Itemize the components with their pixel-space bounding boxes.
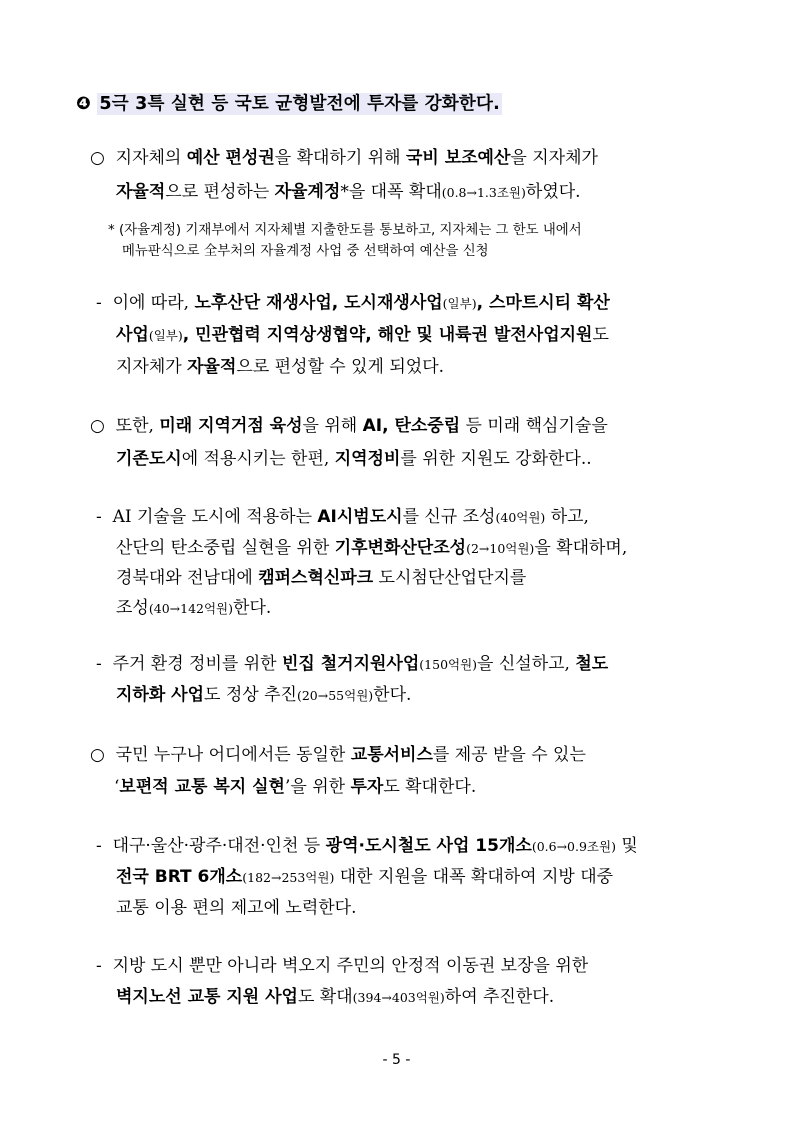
paragraph-line: 교통 이용 편의 제고에 노력한다.	[116, 898, 357, 918]
paragraph-line: 경북대와 전남대에 캠퍼스혁신파크 도시첨단산업단지를	[116, 568, 527, 588]
paragraph-line: 자율적으로 편성하는 자율계정*을 대폭 확대(0.8→1.3조원)하였다.	[116, 182, 581, 202]
circle-bullet: ○	[90, 148, 105, 168]
paragraph-line: ‘보편적 교통 복지 실현’을 위한 투자도 확대한다.	[114, 777, 477, 797]
footnote-line: 메뉴판식으로 全부처의 자율계정 사업 중 선택하여 예산을 신청	[122, 244, 489, 259]
paragraph-line: 산단의 탄소중립 실현을 위한 기후변화산단조성(2→10억원)을 확대하며,	[116, 538, 628, 558]
heading-text: 5극 3특 실현 등 국토 균형발전에 투자를 강화한다.	[99, 94, 500, 114]
circle-bullet: ○	[90, 745, 105, 765]
paragraph-line: 조성(40→142억원)한다.	[116, 598, 272, 618]
paragraph-line: - 지방 도시 뿐만 아니라 벽오지 주민의 안정적 이동권 보장을 위한	[96, 956, 589, 976]
number-marker: ❹	[76, 94, 92, 114]
page-number: - 5 -	[382, 1052, 411, 1068]
paragraph-line: 전국 BRT 6개소(182→253억원) 대한 지원을 대폭 확대하여 지방 대중	[116, 867, 614, 887]
footnote-line: * (자율계정) 기재부에서 지자체별 지출한도를 통보하고, 지자체는 그 한도 내에서	[108, 223, 582, 238]
paragraph-line: ○ 국민 누구나 어디에서든 동일한 교통서비스를 제공 받을 수 있는	[90, 745, 586, 765]
paragraph-line: 벽지노선 교통 지원 사업도 확대(394→403억원)하여 추진한다.	[116, 987, 555, 1007]
paragraph-line: ○ 지자체의 예산 편성권을 확대하기 위해 국비 보조예산을 지자체가	[90, 148, 598, 168]
dash-bullet: -	[96, 507, 102, 527]
dash-bullet: -	[96, 654, 102, 674]
paragraph-line: 지하화 사업도 정상 추진(20→55억원)한다.	[116, 685, 412, 705]
paragraph-line: - 주거 환경 정비를 위한 빈집 철거지원사업(150억원)을 신설하고, 철도	[96, 654, 609, 674]
dash-bullet: -	[96, 956, 102, 976]
paragraph-line: - 대구·울산·광주·대전·인천 등 광역·도시철도 사업 15개소(0.6→0.9조원) 및	[96, 836, 638, 856]
paragraph-line: 사업(일부), 민관협력 지역상생협약, 해안 및 내륙권 발전사업지원도	[116, 325, 609, 345]
paragraph-line: - 이에 따라, 노후산단 재생사업, 도시재생사업(일부), 스마트시티 확산	[96, 293, 610, 313]
paragraph-line: - AI 기술을 도시에 적용하는 AI시범도시를 신규 조성(40억원) 하고,	[96, 507, 589, 527]
paragraph-line: 지자체가 자율적으로 편성할 수 있게 되었다.	[116, 357, 445, 377]
dash-bullet: -	[96, 293, 102, 313]
paragraph-line: ○ 또한, 미래 지역거점 육성을 위해 AI, 탄소중립 등 미래 핵심기술을	[90, 416, 608, 436]
paragraph-line: 기존도시에 적용시키는 한편, 지역정비를 위한 지원도 강화한다..	[116, 449, 592, 469]
circle-bullet: ○	[90, 416, 105, 436]
section-heading	[76, 90, 502, 115]
dash-bullet: -	[96, 836, 102, 856]
